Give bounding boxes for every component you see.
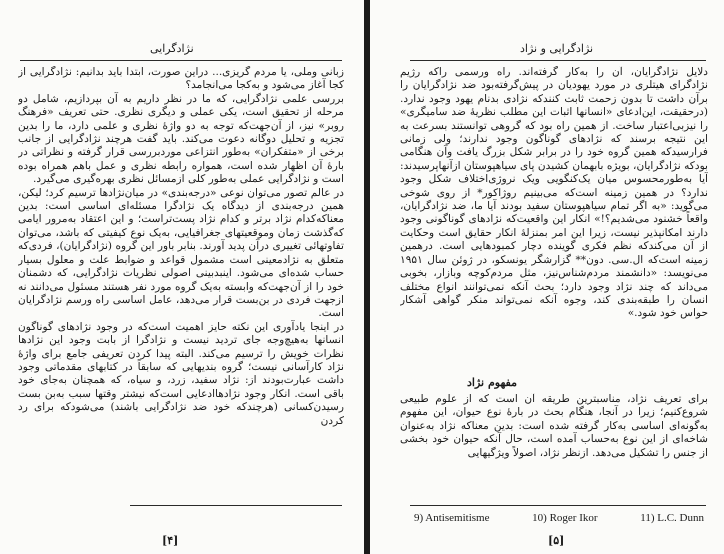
- footnote: 10) Roger Ikor: [532, 512, 598, 524]
- header-rule: [410, 60, 706, 61]
- running-head: نژادگرایی و نژاد: [520, 42, 594, 55]
- paragraph: زبانی وملی، یا مردم گریزی... دراین صورت، ابتدا باید بدانیم: نژادگرایی از کجا آغاز می‌شود و به‌کجا می‌انجامد؟: [18, 66, 344, 92]
- running-head: نژادگرایی: [150, 42, 194, 55]
- section-heading: مفهوم نژاد: [467, 376, 517, 389]
- page-number: [۴]: [162, 534, 179, 547]
- footnote: 9) Antisemitisme: [414, 512, 490, 524]
- section-text: برای تعریف نژاد، مناسبترین طریقه آن است که از علوم طبیعی شروع‌کنیم؛ زیرا در آنجا، هنگام بحث در بارهٔ نوع حیوان، این مفهوم به‌گونه‌ای اساسی به‌کار گرفته شده است: بدین معناکه نژاد به‌عنوان شاخه‌ای از این نوع به‌حساب آمده است، حال آنکه حیوان خود بخشی از جنس را تشکیل می‌دهد. ازنظر نژاد، اصولاً ویژگیهایی: [400, 393, 708, 459]
- footnotes: [414, 512, 704, 524]
- footnote: 11) L.C. Dunn: [640, 512, 704, 524]
- page-number: [۵]: [548, 534, 565, 547]
- paragraph: در عالم تصور می‌توان نوعی «درجه‌بندی» در میان‌نژادها ترسیم کرد؛ لیکن، همین درجه‌بندی از دیدگاه یک نژادگرا مسئله‌ای اساسی است: بدین معناکه‌کدام نژاد برتر و کدام نژاد پست‌تراست؛ و این اعتقاد به‌مرور ایامی که‌گذشت زمان وموقعیتهای جغرافیایی، به‌یک نوع کیفیتی که باشد، می‌توان تفاوتهائی تغییری درآن پدید آورند. بنابر باور این گروه (نژادگرایان)، فردی‌که متعلق به نژادمعینی است مشمول قواعد و ضوابط علت و معلول بسیار حساب شده‌ای می‌شود. اینبدبینی اصولی نظریات نژادگرایی، که دشمنان خود را از آن‌جهت‌که وابسته به‌یک گروه مورد نفر هستند مسئول می‌دانند نه ازجهت فردی در بن‌بست قرار می‌دهد، عامل اساسی راه ورسم نژادگرایان است.: [18, 186, 344, 320]
- paragraph: دلایل نژادگرایان، آن را به‌کار گرفته‌اند. راه ورسمی راکه رژیم نژادگرای هیتلری در مورد یهودیان در پیش‌گرفته‌بود ضد نژادگرایان را برآن داشت تا بدون زحمت ثابت کنندکه نژادی بدنام یهود وجود ندارد. (درحقیقت، این‌ادعای «انسانها اثبات این مطلب نظریهٔ ضد سامیگری» را نیزبی‌اعتبار ساخت. از همین راه بود که گروهی توانستند بسرعت به این نتیجه برسند که نژادهای گوناگون وجود ندارند؛ ولی زمانی فرارسیدکه همین گروه خود را در برابر شکل بزرگ‌ یافت وآن هنگامی بودکه نژادگرایان، بویژه بابهمان کشیدن پای سیاهپوستان ازآنهاپرسیدند: آیا به‌طورمحسوس میان یک‌کنگویی ویک نروژی‌اختلاف شکل وجود ندارد؟ در همین زمینه است‌که می‌بینیم روژاکور* از روی شوخی می‌گوید: «به اگر تمام سیاهپوستان سفید بودند آیا ما، ضد نژادگرایان، واقعاً خشنود می‌شدیم؟!» انکار این واقعیت‌که نژادهای گوناگونی وجود دارند امکانپذیر نیست، زیرا این امر بمنزلهٔ انکار حقایق است وحکایت از آن می‌کندکه نظم فکری گوینده دچار کمبودهایی است. درهمین زمینه است‌که ال.سی. دون** گزارشگر یونسکو، در ژوئن سال ۱۹۵۱ می‌نویسد: «دانشمند مردم‌شناس‌نیز، مثل مردم‌کوچه وبازار، بخوبی می‌داند که چند نژاد وجود دارد؛ بحث آنکه نمی‌توانند انواع مختلف انسان را طبقه‌بندی کند، وجوه آنکه نمی‌تواند منکر گواهی آشکار حواس خود شود.»: [400, 66, 708, 320]
- right-page: [370, 0, 724, 554]
- body-text: [400, 66, 708, 366]
- footnote-rule: [410, 505, 706, 506]
- body-text: [18, 66, 344, 506]
- paragraph: بررسی علمی نژادگرایی، که ما در نظر داریم به آن بپردازیم، شامل دو مرحله از تحقیق است، یکی عملی و دیگری نظری. حتی تعریف «فرهنگ روبر» نیز، از آن‌جهت‌که توجه به دو واژهٔ نظری و علمی دارد، ما را بدین تجزیه و تحلیل دوگانه دعوت می‌کند. باید گفت هرچند نژادگرایی از جانب برخی از «متفکران» به‌طور انتزاعی موردبررسی قرار گرفته و نظراتی در بارهٔ آن اظهار شده است، همواره رابطه نظری و عمل باهم همراه بوده است و نژادگرایی عملی به‌طور کلی ازمسائل نظری بهره‌گیری می‌گیرد.: [18, 92, 344, 186]
- paragraph: در اینجا یادآوری این نکته حایز اهمیت است‌که در وجود نژادهای گوناگون انسانها به‌هیچ‌وجه جای تردید نیست و نژادگرا از بابت وجود این نژادها نظرات خویش را ترسیم می‌کند. البته پیدا کردن تعریفی جامع برای واژهٔ نژاد کارآسانی نیست؛ گروه بندیهایی که سابقاً در کتابهای مقدماتی وجود داشت عبارت‌بودند از: نژاد سفید، زرد، و سیاه، که همچنان به‌جای خود باقی است. انکار وجود نژادهاادعایی است‌که نیشتر وقتها سبب به‌بن بست رسیدن‌کسانی (هرچندکه خود ضد نژادگرایی باشند) می‌شودکه برای رد کردن: [18, 320, 344, 427]
- header-rule: [20, 60, 342, 61]
- footer-rule: [130, 505, 342, 506]
